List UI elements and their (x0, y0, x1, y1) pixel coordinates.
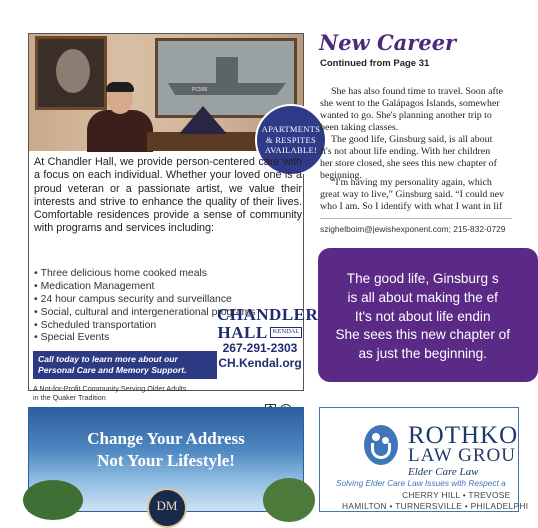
service-item: • Social, cultural and intergenerational programs (34, 307, 256, 320)
call-to-action-box (33, 351, 217, 379)
article-line: she went to the Galápagos Islands, somewher (320, 98, 500, 110)
nonprofit-note (33, 384, 193, 402)
office-locations-1: CHERRY HILL • TREVOSE (402, 490, 511, 500)
pull-quote-box (318, 248, 538, 382)
author-contact[interactable]: szighelboim@jewishexponent.com; 215-832-0729 (320, 224, 506, 234)
cta-line-1: Call today to learn more about our (38, 354, 178, 364)
table (147, 132, 257, 151)
service-item: • 24 hour campus security and surveillance (34, 294, 256, 307)
continued-from: Continued from Page 31 (320, 58, 430, 69)
badge-line-1: APARTMENTS (261, 124, 321, 135)
article-line: She has also found time to travel. Soon afte (331, 86, 503, 97)
headline-line-1: Change Your Address (87, 429, 245, 448)
community-logo (147, 488, 187, 528)
logo-initials: DM (156, 498, 178, 513)
service-item: • Medication Management (34, 281, 256, 294)
firm-specialty: Elder Care Law (408, 466, 479, 478)
firm-subname: LAW GROU (408, 445, 516, 466)
pull-quote-line: as just the beginning. (358, 346, 487, 361)
nonprofit-line-1: A Not-for-Profit Community Serving Older Adults (33, 384, 187, 393)
firm-name: ROTHKO (408, 422, 519, 449)
article-divider (320, 218, 512, 219)
badge-line-3: AVAILABLE! (264, 145, 318, 156)
firm-slogan: Solving Elder Care Law Issues with Respect a (336, 478, 506, 488)
tree-right (263, 478, 315, 522)
rothkoff-law-ad (319, 407, 529, 512)
logo-hall: HALL (217, 323, 268, 342)
logo-kendal: KENDAL (270, 327, 303, 337)
phone-number[interactable]: 267-291-2303 (222, 341, 298, 355)
article-paragraph-2 (320, 177, 512, 213)
pull-quote-line: is all about making the ef (347, 289, 498, 305)
chandler-hall-ad (28, 33, 321, 402)
pull-quote-line: The good life, Ginsburg s (346, 271, 499, 286)
article-line: been taking classes. (320, 122, 399, 134)
article-line: “I'm having my personality again, which (331, 177, 492, 188)
article-line: wanted to go. She's planning another trip to (320, 110, 492, 122)
headline-line-2: Not Your Lifestyle! (97, 451, 235, 471)
veteran-photo (29, 34, 321, 156)
badge-line-2: & RESPITES (266, 134, 316, 145)
chandler-hall-logo (217, 305, 319, 342)
address-ad-headline (29, 428, 303, 473)
logo-chandler: CHANDLER (217, 305, 319, 324)
article-line: great way to live,” Ginsburg said. “I could nev (320, 189, 505, 201)
tree-left (23, 480, 83, 520)
website-link[interactable]: CH.Kendal.org (218, 356, 302, 370)
change-address-ad (28, 407, 304, 512)
article-line: beginning. (320, 170, 362, 182)
office-locations-2: HAMILTON • TURNERSVILLE • PHILADELPHI (342, 501, 529, 511)
pull-quote-line: She sees this new chapter of (335, 327, 510, 343)
article-line: The good life, Ginsburg said, is all about (331, 134, 493, 146)
article-line: It's not about life ending. With her children (320, 146, 491, 158)
service-item: • Three delicious home cooked meals (34, 268, 256, 281)
veteran-figure (87, 82, 151, 152)
article-line: who I am. So I identify with what I want in lif (320, 201, 503, 213)
ship-hull-number: PC566 (192, 87, 208, 93)
nonprofit-line-2: in the Quaker Tradition (33, 393, 106, 402)
service-item: • Scheduled transportation (34, 320, 256, 333)
cta-line-2: Personal Care and Memory Support. (38, 364, 187, 375)
pull-quote-line: It's not about life endin (354, 308, 491, 324)
ad-body-text: At Chandler Hall, we provide person-centered care with a focus on each individual. Whether your loved one is a proud veteran or a passionate artist, we value their interests and strive to enhance the quality of their lives. Comfortable residences provide a sense of community with programs and services including: (34, 156, 302, 235)
family-emblem-icon (364, 425, 398, 465)
article-line: her store closed, she sees this new chapter of (320, 158, 497, 170)
service-item: • Special Events (34, 332, 256, 345)
article-title: New Career (319, 30, 457, 55)
article-paragraph-1 (320, 86, 512, 182)
